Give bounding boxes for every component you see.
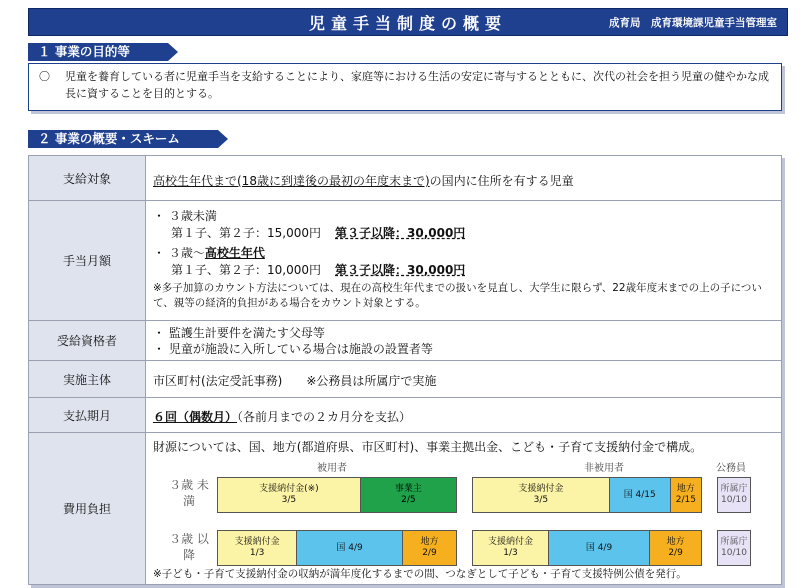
department-name: 成育局 成育環境課児童手当管理室 (609, 17, 777, 29)
page-title: 児童手当制度の概要 (308, 14, 507, 33)
segment-support-fund: 支援納付金 1/3 (473, 531, 549, 565)
row-period (29, 398, 781, 433)
label-eligible: 受給資格者 (29, 321, 146, 360)
segment-national: 国 4/9 (549, 531, 650, 565)
target-content (153, 172, 775, 189)
segment-national: 国 4/15 (610, 478, 671, 512)
segment-local: 地方 2/9 (403, 531, 456, 565)
section1-tab: １ 事業の目的等 (28, 43, 168, 61)
period-emph: ６回（偶数月） (153, 410, 238, 424)
amount-b1: ・ ３歳未満 (153, 209, 217, 223)
row-target (29, 156, 781, 201)
cost-intro: 財源については、国、地方(都道府県、市区町村)、事業主拠出金、こども・子育て支援納付金で構成。 (153, 440, 703, 454)
label-period: 支払期月 (29, 398, 146, 432)
scheme-table (28, 155, 782, 585)
cost-footnote: ※子ども・子育て支援納付金の収納が満年度化するまでの間、つなぎとして子ども・子育て支援特例公債を発行。 (153, 568, 687, 580)
row-eligible (29, 321, 781, 361)
segment-local: 地方 2/9 (650, 531, 701, 565)
row-cost (29, 433, 781, 584)
bar-under3-non-employed (472, 477, 702, 513)
amount-content (153, 207, 775, 311)
section2-tab: ２ 事業の概要・スキーム (28, 130, 218, 148)
amount-b2-emph: 高校生年代 (204, 246, 265, 260)
impl-text: 市区町村(法定受託事務) ※公務員は所属庁で実施 (153, 374, 437, 388)
box-under3-civil: 所属庁 10/10 (717, 477, 751, 513)
amount-note: ※多子加算のカウント方法については、現在の高校生年代までの扱いを見直し、大学生に限らず、22歳年度末までの上の子について、親等の経済的負担がある場合をカウント対象とする。 (153, 282, 762, 309)
period-content (153, 408, 775, 425)
eligible-item: ・ 監護生計要件を満たす父母等 (153, 326, 325, 340)
amount-b1-line: 第１子、第２子：15,000円 (171, 226, 321, 240)
segment-employer: 事業主 2/5 (361, 478, 456, 512)
eligible-item: ・ 児童が施設に入所している場合は施設の設置者等 (153, 342, 433, 356)
target-rest: の国内に住所を有する児童 (429, 174, 574, 188)
amount-b2-line: 第１子、第２子：10,000円 (171, 263, 321, 277)
bullet-circle: 〇 (39, 70, 50, 83)
row-label-under3: ３歳 未満 (169, 478, 209, 508)
segment-support-fund: 支援納付金 1/3 (218, 531, 297, 565)
amount-b2-third: 第３子以降：30,000円 (335, 263, 466, 277)
segment-national: 国 4/9 (297, 531, 403, 565)
label-impl: 実施主体 (29, 361, 146, 397)
bar-over3-non-employed (472, 530, 702, 566)
segment-local: 地方 2/15 (671, 478, 701, 512)
purpose-box (28, 63, 782, 111)
label-target: 支給対象 (29, 156, 146, 200)
amount-b1-third: 第３子以降：30,000円 (335, 226, 466, 240)
target-emph: 高校生年代まで(18歳に到達後の最初の年度末まで) (153, 174, 430, 188)
row-label-over3: ３歳 以降 (169, 532, 209, 562)
group-civil: 公務員 (716, 463, 746, 474)
title-bar (28, 8, 788, 36)
group-non-employed: 非被用者 (584, 463, 624, 474)
row-impl (29, 361, 781, 398)
label-cost: 費用負担 (29, 433, 146, 584)
purpose-text: 児童を養育している者に児童手当を支給することにより、家庭等における生活の安定に寄与するとともに、次代の社会を担う児童の健やかな成長に資することを目的とする。 (65, 70, 769, 100)
bar-over3-employed (217, 530, 457, 566)
box-over3-civil: 所属庁 10/10 (717, 530, 751, 566)
segment-support-fund: 支援納付金(※) 3/5 (218, 478, 361, 512)
amount-b2-pre: ・ ３歳～ (153, 246, 205, 260)
group-employed: 被用者 (317, 463, 347, 474)
period-rest: （各前月までの２カ月分を支払） (237, 410, 412, 424)
row-amount (29, 201, 781, 321)
eligible-content (153, 325, 775, 357)
segment-support-fund: 支援納付金 3/5 (473, 478, 610, 512)
bar-under3-employed (217, 477, 457, 513)
label-amount: 手当月額 (29, 201, 146, 320)
